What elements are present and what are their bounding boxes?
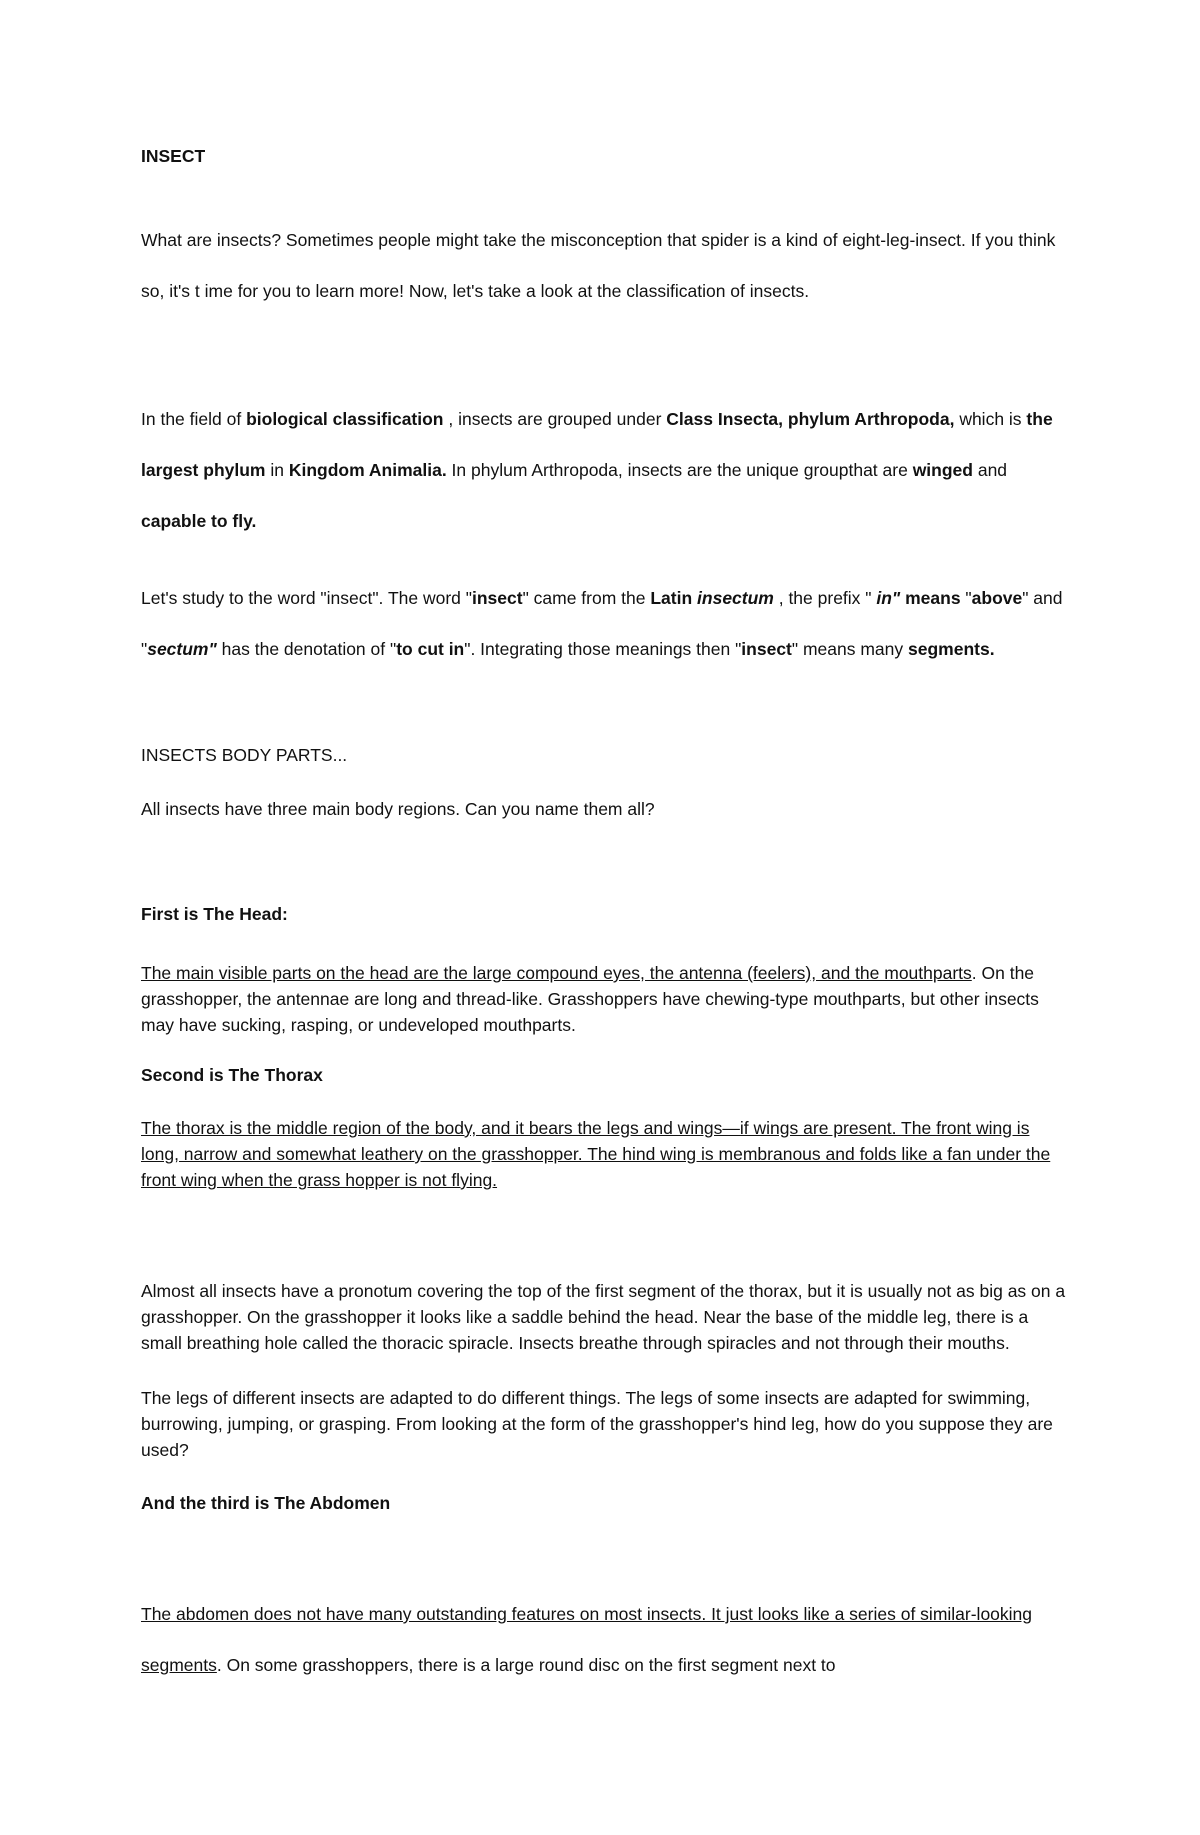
etymology-text-10: " means many	[791, 639, 908, 659]
etymology-bold-2: Latin	[650, 588, 693, 608]
head-heading: First is The Head:	[141, 904, 288, 924]
etymology-text-2: " came from the	[522, 588, 651, 608]
etymology-bolditalic-2-text: in"	[876, 588, 901, 608]
thorax-paragraph-2: Almost all insects have a pronotum covering the top of the first segment of the thorax, but it is usually not as big as on a grasshopper. On the grasshopper it looks like a saddle behind the head. Near the base of the middle leg, there is a small breathing hole called the thoracic spiracle. Insects breathe through spiracles and not through their mouths.	[141, 1281, 1066, 1353]
abdomen-underlined-text: The abdomen does not have many outstanding features on most insects. It just looks like a series of similar-looking segments	[141, 1604, 1033, 1675]
document-title: INSECT	[141, 146, 206, 166]
body-parts-intro: All insects have three main body regions. Can you name them all?	[141, 799, 655, 819]
etymology-bold-3: means	[905, 588, 961, 608]
classification-bold-3: the largest phylum	[141, 409, 1053, 480]
classification-text-3: which is	[954, 409, 1027, 429]
head-underlined-text: The main visible parts on the head are the large compound eyes, the antenna (feelers), and the mouthparts	[141, 963, 972, 983]
thorax-paragraph-3: The legs of different insects are adapted to do different things. The legs of some insects are adapted for swimming, burrowing, jumping, or grasping. From looking at the form of the grasshopper's hind leg, how do you suppose they are used?	[141, 1388, 1053, 1460]
etymology-text-8: has the denotation of "	[216, 639, 397, 659]
classification-bold-6: capable to fly.	[141, 511, 257, 531]
etymology-bold-5: to cut in	[396, 639, 465, 659]
abdomen-text: . On some grasshoppers, there is a large round disc on the first segment next to	[216, 1655, 836, 1675]
classification-text-5: In phylum Arthropoda, insects are the unique groupthat are	[446, 460, 913, 480]
classification-text-2: , insects are grouped under	[443, 409, 667, 429]
thorax-underlined-text: The thorax is the middle region of the body, and it bears the legs and wings—if wings are present. The front wing is long, narrow and somewhat leathery on the grasshopper. The hind wing is membranous and folds like a fan under the front wing when the grass hopper is not flying.	[141, 1118, 1051, 1190]
etymology-bold-1: insect	[471, 588, 523, 608]
intro-text: What are insects? Sometimes people might take the misconception that spider is a kind of eight-leg-insect. If you think so, it's t ime for you to learn more! Now, let's take a look at the classification of insects.	[141, 230, 1056, 301]
etymology-bolditalic-3	[147, 639, 217, 659]
abdomen-paragraph	[141, 1589, 1071, 1691]
classification-text-4: in	[265, 460, 289, 480]
etymology-text-7: " and "	[141, 588, 1063, 659]
etymology-bolditalic-1-text: insectum	[697, 588, 774, 608]
etymology-text-9: ". Integrating those meanings then "	[464, 639, 742, 659]
classification-paragraph	[141, 394, 1071, 547]
classification-text-1: In the field of	[141, 409, 247, 429]
classification-text-6: and	[972, 460, 1008, 480]
etymology-bolditalic-1	[697, 588, 774, 608]
classification-bold-4: Kingdom Animalia.	[288, 460, 447, 480]
body-parts-heading: INSECTS BODY PARTS...	[141, 745, 348, 765]
etymology-bold-7: segments.	[908, 639, 995, 659]
head-text: . On the grasshopper, the antennae are long and thread-like. Grasshoppers have chewing-type mouthparts, but other insects may have sucking, rasping, or undeveloped mouthparts.	[141, 963, 1039, 1035]
abdomen-heading: And the third is The Abdomen	[141, 1493, 391, 1513]
classification-bold-1: biological classification	[246, 409, 444, 429]
etymology-text-6: "	[960, 588, 972, 608]
etymology-bold-4: above	[971, 588, 1023, 608]
classification-bold-5: winged	[912, 460, 973, 480]
etymology-paragraph	[141, 573, 1071, 675]
intro-paragraph	[141, 215, 1071, 317]
etymology-text-4: , the prefix "	[773, 588, 877, 608]
classification-bold-2: Class Insecta, phylum Arthropoda,	[666, 409, 955, 429]
head-paragraph	[141, 960, 1071, 1038]
etymology-text-1: Let's study to the word "insect". The word "	[141, 588, 472, 608]
etymology-bolditalic-3-text: sectum"	[147, 639, 217, 659]
etymology-bold-6: insect	[741, 639, 792, 659]
thorax-paragraph-1	[141, 1115, 1071, 1193]
thorax-heading: Second is The Thorax	[141, 1065, 323, 1085]
etymology-bolditalic-2	[876, 588, 900, 608]
